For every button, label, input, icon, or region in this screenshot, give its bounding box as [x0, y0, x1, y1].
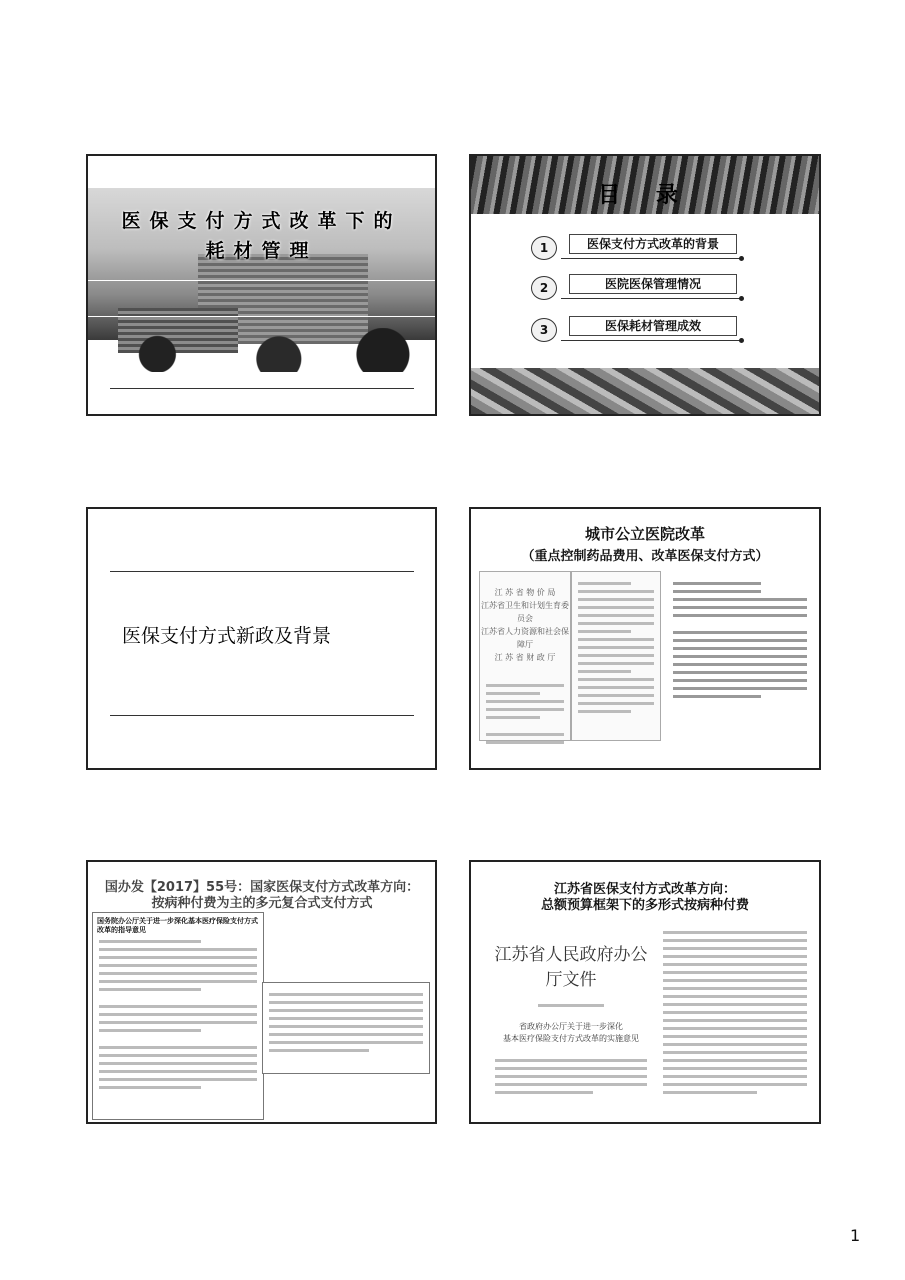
- trees-shape: [88, 328, 435, 372]
- puzzle-image: [471, 368, 819, 414]
- document-header: 江 苏 省 物 价 局 江苏省卫生和计划生育委员会 江苏省人力资源和社会保障厅 江 苏 省 财 政 厅: [481, 588, 569, 662]
- underline: [561, 298, 741, 299]
- slide-title-line-1: 江苏省医保支付方式改革方向：: [553, 882, 736, 897]
- document-excerpt: [92, 912, 264, 1120]
- toc-number: 1: [531, 236, 557, 260]
- slide-title-line-2: 总额预算框架下的多形式按病种付费: [540, 898, 749, 913]
- toc-label: 医保支付方式改革的背景: [569, 234, 737, 254]
- toc-item: [531, 234, 801, 262]
- document-excerpt: [262, 982, 430, 1074]
- toc-title: 目 录: [598, 182, 692, 208]
- document-title: 省政府办公厅关于进一步深化 基本医疗保险支付方式改革的实施意见: [503, 1022, 639, 1043]
- line-end-dot: [739, 296, 744, 301]
- line-end-dot: [739, 338, 744, 343]
- document-image: [479, 571, 571, 741]
- slide-3[interactable]: [86, 507, 437, 770]
- slide-title-line-1: 国办发【2017】55号：国家医保支付方式改革方向：: [104, 880, 420, 895]
- document-title: 国务院办公厅关于进一步深化基本医疗保险支付方式改革的指导意见: [97, 917, 258, 934]
- underline: [561, 258, 741, 259]
- toc-label: 医院医保管理情况: [569, 274, 737, 294]
- footer-line: [110, 388, 414, 389]
- top-line: [110, 571, 414, 572]
- line-end-dot: [739, 256, 744, 261]
- slide-title-line-2: 耗材管理: [205, 240, 318, 262]
- document-excerpt: [667, 577, 813, 703]
- document-excerpt: [657, 926, 813, 1099]
- divider-line: [88, 316, 435, 317]
- slide-1[interactable]: [86, 154, 437, 416]
- slide-title: 城市公立医院改革: [584, 525, 705, 543]
- document-header: 江苏省人民政府办公厅文件: [494, 945, 648, 990]
- slide-subtitle: （重点控制药品费用、改革医保支付方式）: [521, 549, 769, 564]
- toc-item: [531, 316, 801, 344]
- toc-item: [531, 274, 801, 302]
- document-image: [489, 926, 653, 1116]
- slide-4[interactable]: [469, 507, 821, 770]
- divider-line: [88, 280, 435, 281]
- slide-title-line-2: 按病种付费为主的多元复合式支付方式: [151, 896, 373, 911]
- toc-number: 2: [531, 276, 557, 300]
- toc-label: 医保耗材管理成效: [569, 316, 737, 336]
- document-image: [571, 571, 661, 741]
- slide-5[interactable]: [86, 860, 437, 1124]
- toc-number: 3: [531, 318, 557, 342]
- slide-6[interactable]: [469, 860, 821, 1124]
- section-title: 医保支付方式新政及背景: [122, 625, 332, 647]
- bottom-line: [110, 715, 414, 716]
- slide-title-line-1: 医保支付方式改革下的: [121, 210, 402, 232]
- page-number: 1: [850, 1226, 861, 1245]
- underline: [561, 340, 741, 341]
- slide-2[interactable]: [469, 154, 821, 416]
